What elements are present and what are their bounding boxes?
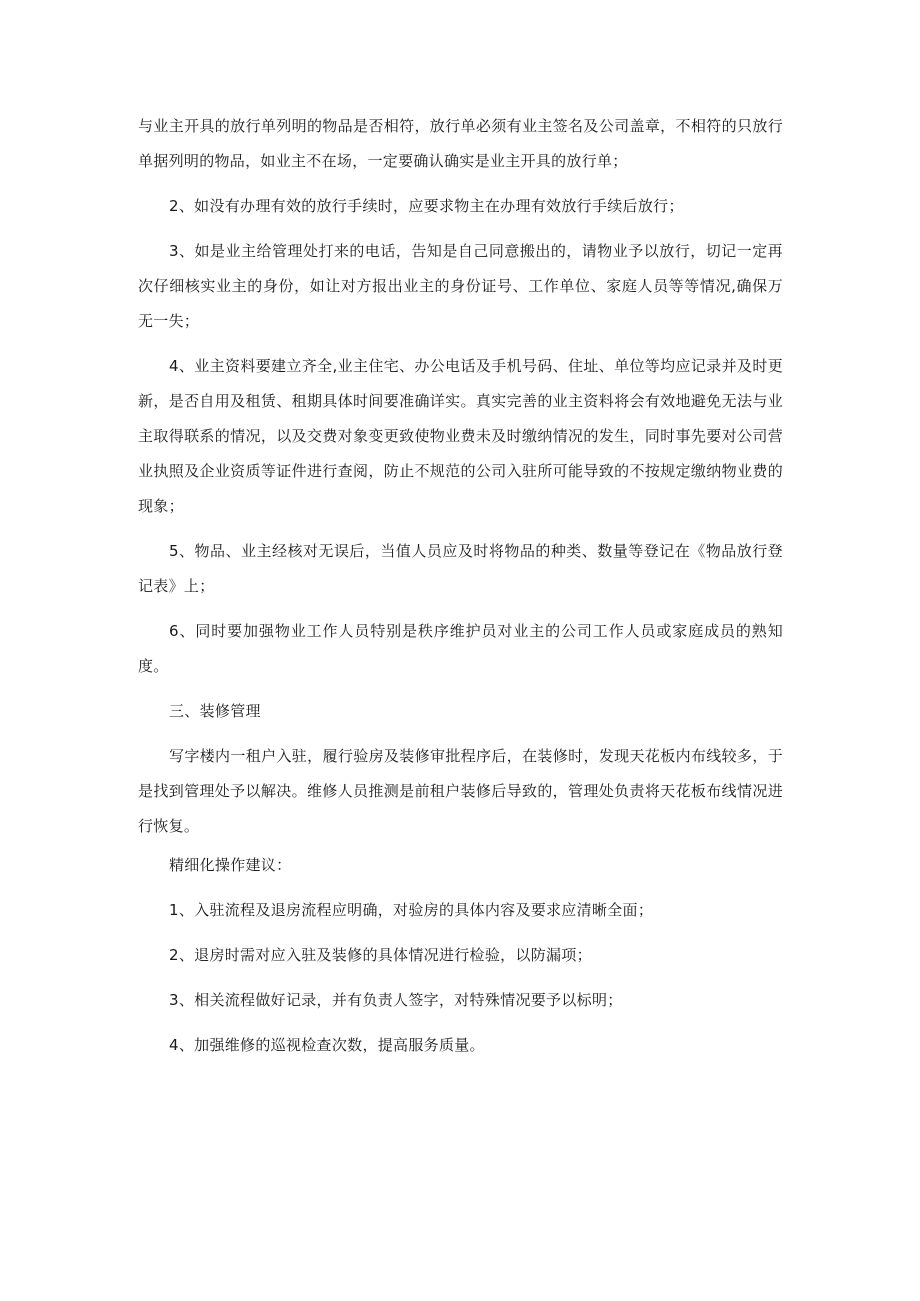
paragraph-item-2: 2、如没有办理有效的放行手续时，应要求物主在办理有效放行手续后放行； <box>169 197 684 215</box>
paragraph-suggestion-1: 1、入驻流程及退房流程应明确，对验房的具体内容及要求应清晰全面； <box>169 901 654 919</box>
paragraph-item-4: 4、业主资料要建立齐全,业主住宅、办公电话及手机号码、住址、单位等均应记录并及时更新，是否自用及租赁、租期具体时间要准确详实。真实完善的业主资料将会有效地避免无法与业主取得联系的情况，以及交费对象变更致使物业费未及时缴纳情况的发生，同时事先要对公司营业执照及企业资质等证件进行查阅，防止不规范的公司入驻所可能导致的不按规定缴纳物业费的现象； <box>138 357 783 515</box>
paragraph-suggestion-3: 3、相关流程做好记录，并有负责人签字，对特殊情况要予以标明； <box>169 991 623 1009</box>
paragraph-item-6: 6、同时要加强物业工作人员特别是秩序维护员对业主的公司工作人员或家庭成员的熟知度。 <box>138 622 783 675</box>
document-body <box>138 109 783 1063</box>
paragraph-case-description: 写字楼内一租户入驻，履行验房及装修审批程序后，在装修时，发现天花板内布线较多，于是找到管理处予以解决。维修人员推测是前租户装修后导致的，管理处负责将天花板布线情况进行恢复。 <box>138 747 783 835</box>
paragraph-suggestions-heading: 精细化操作建议： <box>169 856 292 874</box>
paragraph-suggestion-4: 4、加强维修的巡视检查次数，提高服务质量。 <box>169 1036 485 1054</box>
paragraph-release-slip-check: 与业主开具的放行单列明的物品是否相符，放行单必须有业主签名及公司盖章，不相符的只放行单据列明的物品，如业主不在场，一定要确认确实是业主开具的放行单； <box>138 117 783 170</box>
paragraph-item-3: 3、如是业主给管理处打来的电话，告知是自己同意搬出的，请物业予以放行，切记一定再次仔细核实业主的身份，如让对方报出业主的身份证号、工作单位、家庭人员等等情况,确保万无一失； <box>138 242 783 330</box>
paragraph-suggestion-2: 2、退房时需对应入驻及装修的具体情况进行检验，以防漏项； <box>169 946 592 964</box>
section-heading-renovation: 三、装修管理 <box>169 702 261 720</box>
paragraph-item-5: 5、物品、业主经核对无误后，当值人员应及时将物品的种类、数量等登记在《物品放行登记表》上； <box>138 542 783 595</box>
